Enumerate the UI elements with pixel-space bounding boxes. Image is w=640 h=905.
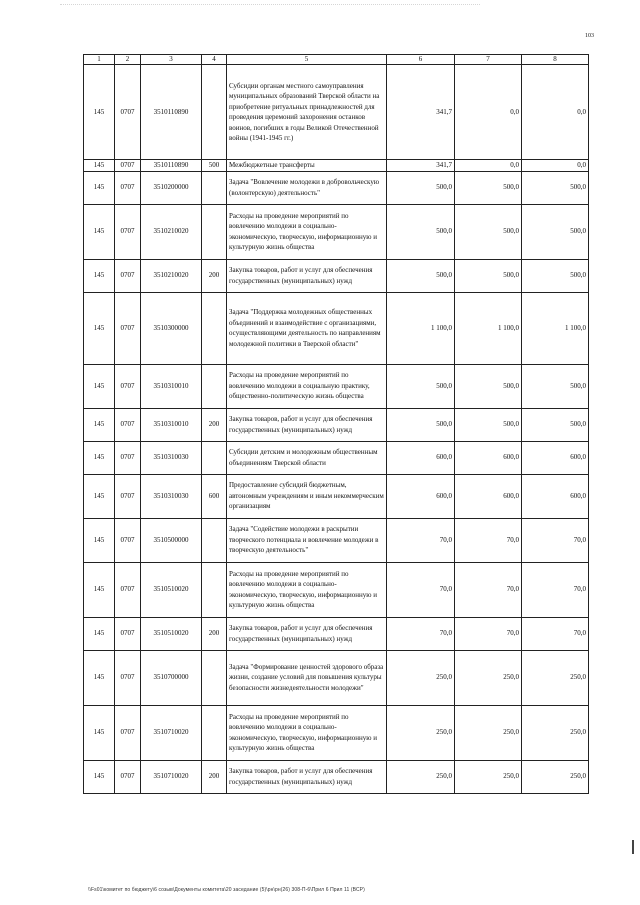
cell-c5: Задача "Формирование ценностей здорового образа жизни, создание условий для повышения культуры безопасности жизнедеятельности молодежи"	[227, 650, 387, 705]
cell-c2: 0707	[115, 441, 141, 474]
table-row	[84, 259, 589, 292]
cell-c6: 500,0	[387, 171, 455, 204]
cell-c4: 200	[202, 760, 227, 793]
table-row	[84, 441, 589, 474]
cell-c4	[202, 705, 227, 760]
cell-c6: 341,7	[387, 160, 455, 172]
cell-c7: 500,0	[455, 259, 522, 292]
cell-c2: 0707	[115, 760, 141, 793]
cell-c3: 3510200000	[141, 171, 202, 204]
cell-c6: 70,0	[387, 518, 455, 562]
cell-c8: 70,0	[522, 518, 589, 562]
cell-c6: 600,0	[387, 441, 455, 474]
cell-c3: 3510700000	[141, 650, 202, 705]
cell-c1: 145	[84, 562, 115, 617]
cell-c5: Предоставление субсидий бюджетным, автономным учреждениям и иным некоммерческим организациям	[227, 474, 387, 518]
cell-c5: Расходы на проведение мероприятий по вовлечению молодежи в социально-экономическую, творческую, информационную и культурную жизнь общества	[227, 204, 387, 259]
table-row	[84, 171, 589, 204]
cell-c7: 500,0	[455, 204, 522, 259]
cell-c8: 70,0	[522, 562, 589, 617]
cell-c6: 500,0	[387, 408, 455, 441]
table-row	[84, 650, 589, 705]
cell-c5: Закупка товаров, работ и услуг для обеспечения государственных (муниципальных) нужд	[227, 408, 387, 441]
cell-c6: 70,0	[387, 617, 455, 650]
header-cell-7: 7	[455, 55, 522, 65]
cell-c5: Задача "Поддержка молодежных общественных объединений и взаимодействие с организациями, осуществляющими деятельность по направлениям молодежной политики в Тверской области"	[227, 292, 387, 364]
cell-c4	[202, 292, 227, 364]
cell-c7: 500,0	[455, 364, 522, 408]
cell-c4: 600	[202, 474, 227, 518]
cell-c1: 145	[84, 171, 115, 204]
table-row	[84, 617, 589, 650]
table-row	[84, 562, 589, 617]
cell-c5: Межбюджетные трансферты	[227, 160, 387, 172]
cell-c4	[202, 364, 227, 408]
cell-c8: 250,0	[522, 705, 589, 760]
cell-c3: 3510210020	[141, 259, 202, 292]
cell-c1: 145	[84, 441, 115, 474]
cell-c8: 500,0	[522, 364, 589, 408]
table-row	[84, 705, 589, 760]
cell-c4: 200	[202, 259, 227, 292]
cell-c6: 500,0	[387, 259, 455, 292]
cell-c1: 145	[84, 474, 115, 518]
header-cell-3: 3	[141, 55, 202, 65]
cell-c2: 0707	[115, 160, 141, 172]
cell-c3: 3510300000	[141, 292, 202, 364]
cell-c1: 145	[84, 292, 115, 364]
cell-c2: 0707	[115, 650, 141, 705]
cell-c6: 500,0	[387, 364, 455, 408]
header-cell-1: 1	[84, 55, 115, 65]
cell-c3: 3510510020	[141, 562, 202, 617]
cell-c8: 0,0	[522, 160, 589, 172]
cell-c1: 145	[84, 650, 115, 705]
cell-c8: 250,0	[522, 760, 589, 793]
cell-c3: 3510510020	[141, 617, 202, 650]
cell-c3: 3510310030	[141, 441, 202, 474]
cell-c1: 145	[84, 259, 115, 292]
cell-c4	[202, 518, 227, 562]
cell-c3: 3510210020	[141, 204, 202, 259]
cell-c2: 0707	[115, 705, 141, 760]
cell-c8: 600,0	[522, 474, 589, 518]
cell-c7: 250,0	[455, 760, 522, 793]
table-row	[84, 760, 589, 793]
cell-c7: 600,0	[455, 474, 522, 518]
cell-c7: 0,0	[455, 65, 522, 160]
cell-c7: 0,0	[455, 160, 522, 172]
cell-c8: 250,0	[522, 650, 589, 705]
cell-c2: 0707	[115, 518, 141, 562]
cell-c6: 1 100,0	[387, 292, 455, 364]
cell-c2: 0707	[115, 617, 141, 650]
table-row	[84, 474, 589, 518]
cell-c7: 1 100,0	[455, 292, 522, 364]
file-path-footer: \\Fs01\комитет по бюджету\6 созыв\Документы комитета\20 заседание (5)\рн\рн(26) 308-П-6\Прил 6 Прил 11 (ВСР)	[88, 887, 365, 893]
cell-c1: 145	[84, 65, 115, 160]
budget-table	[83, 54, 589, 794]
cell-c4	[202, 171, 227, 204]
cell-c7: 70,0	[455, 518, 522, 562]
cell-c2: 0707	[115, 171, 141, 204]
cell-c8: 500,0	[522, 408, 589, 441]
cell-c6: 500,0	[387, 204, 455, 259]
cell-c4	[202, 562, 227, 617]
cell-c1: 145	[84, 204, 115, 259]
cell-c7: 70,0	[455, 617, 522, 650]
cell-c4	[202, 204, 227, 259]
cell-c8: 1 100,0	[522, 292, 589, 364]
cell-c8: 500,0	[522, 259, 589, 292]
cell-c5: Субсидии органам местного самоуправления муниципальных образований Тверской области на приобретение ритуальных принадлежностей для проведения церемоний захоронения останков воинов, погибших в годы Великой Отечественной войны (1941-1945 гг.)	[227, 65, 387, 160]
cell-c3: 3510310030	[141, 474, 202, 518]
cell-c2: 0707	[115, 474, 141, 518]
cell-c1: 145	[84, 364, 115, 408]
cell-c5: Задача "Вовлечение молодежи в добровольческую (волонтерскую) деятельность"	[227, 171, 387, 204]
cell-c4	[202, 65, 227, 160]
cell-c7: 500,0	[455, 171, 522, 204]
cell-c6: 250,0	[387, 705, 455, 760]
cell-c6: 70,0	[387, 562, 455, 617]
cell-c3: 3510110890	[141, 160, 202, 172]
cell-c4: 200	[202, 408, 227, 441]
cell-c2: 0707	[115, 65, 141, 160]
scan-artifact	[60, 4, 480, 8]
cell-c6: 250,0	[387, 650, 455, 705]
cell-c5: Закупка товаров, работ и услуг для обеспечения государственных (муниципальных) нужд	[227, 617, 387, 650]
header-cell-8: 8	[522, 55, 589, 65]
scan-margin-mark	[632, 840, 634, 854]
cell-c7: 500,0	[455, 408, 522, 441]
cell-c2: 0707	[115, 259, 141, 292]
cell-c3: 3510710020	[141, 760, 202, 793]
cell-c6: 600,0	[387, 474, 455, 518]
cell-c1: 145	[84, 617, 115, 650]
cell-c2: 0707	[115, 364, 141, 408]
cell-c5: Субсидии детским и молодежным общественным объединениям Тверской области	[227, 441, 387, 474]
cell-c7: 250,0	[455, 650, 522, 705]
table-body	[84, 55, 589, 794]
cell-c6: 250,0	[387, 760, 455, 793]
cell-c3: 3510710020	[141, 705, 202, 760]
cell-c5: Закупка товаров, работ и услуг для обеспечения государственных (муниципальных) нужд	[227, 259, 387, 292]
cell-c8: 70,0	[522, 617, 589, 650]
cell-c5: Расходы на проведение мероприятий по вовлечению молодежи в социальную практику, общественно-политическую жизнь общества	[227, 364, 387, 408]
cell-c8: 500,0	[522, 171, 589, 204]
cell-c3: 3510310010	[141, 364, 202, 408]
cell-c2: 0707	[115, 562, 141, 617]
table-row	[84, 204, 589, 259]
header-cell-5: 5	[227, 55, 387, 65]
cell-c4: 200	[202, 617, 227, 650]
table-header-row	[84, 55, 589, 65]
table-row	[84, 518, 589, 562]
table-row	[84, 160, 589, 172]
cell-c5: Закупка товаров, работ и услуг для обеспечения государственных (муниципальных) нужд	[227, 760, 387, 793]
page-number: 103	[585, 33, 594, 39]
cell-c6: 341,7	[387, 65, 455, 160]
cell-c1: 145	[84, 160, 115, 172]
cell-c1: 145	[84, 408, 115, 441]
cell-c7: 600,0	[455, 441, 522, 474]
cell-c7: 250,0	[455, 705, 522, 760]
cell-c5: Задача "Содействие молодежи в раскрытии творческого потенциала и вовлечение молодежи в творческую деятельность"	[227, 518, 387, 562]
cell-c5: Расходы на проведение мероприятий по вовлечению молодежи в социально-экономическую, творческую, информационную и культурную жизнь общества	[227, 705, 387, 760]
cell-c2: 0707	[115, 204, 141, 259]
cell-c2: 0707	[115, 292, 141, 364]
cell-c1: 145	[84, 518, 115, 562]
cell-c3: 3510500000	[141, 518, 202, 562]
table-row	[84, 408, 589, 441]
cell-c8: 500,0	[522, 204, 589, 259]
cell-c3: 3510310010	[141, 408, 202, 441]
cell-c5: Расходы на проведение мероприятий по вовлечению молодежи в социально-экономическую, творческую, информационную и культурную жизнь общества	[227, 562, 387, 617]
header-cell-4: 4	[202, 55, 227, 65]
cell-c8: 600,0	[522, 441, 589, 474]
cell-c1: 145	[84, 705, 115, 760]
cell-c4	[202, 650, 227, 705]
cell-c4	[202, 441, 227, 474]
table-row	[84, 65, 589, 160]
cell-c3: 3510110890	[141, 65, 202, 160]
cell-c1: 145	[84, 760, 115, 793]
table-row	[84, 292, 589, 364]
cell-c2: 0707	[115, 408, 141, 441]
header-cell-6: 6	[387, 55, 455, 65]
cell-c8: 0,0	[522, 65, 589, 160]
cell-c4: 500	[202, 160, 227, 172]
cell-c7: 70,0	[455, 562, 522, 617]
table-row	[84, 364, 589, 408]
header-cell-2: 2	[115, 55, 141, 65]
